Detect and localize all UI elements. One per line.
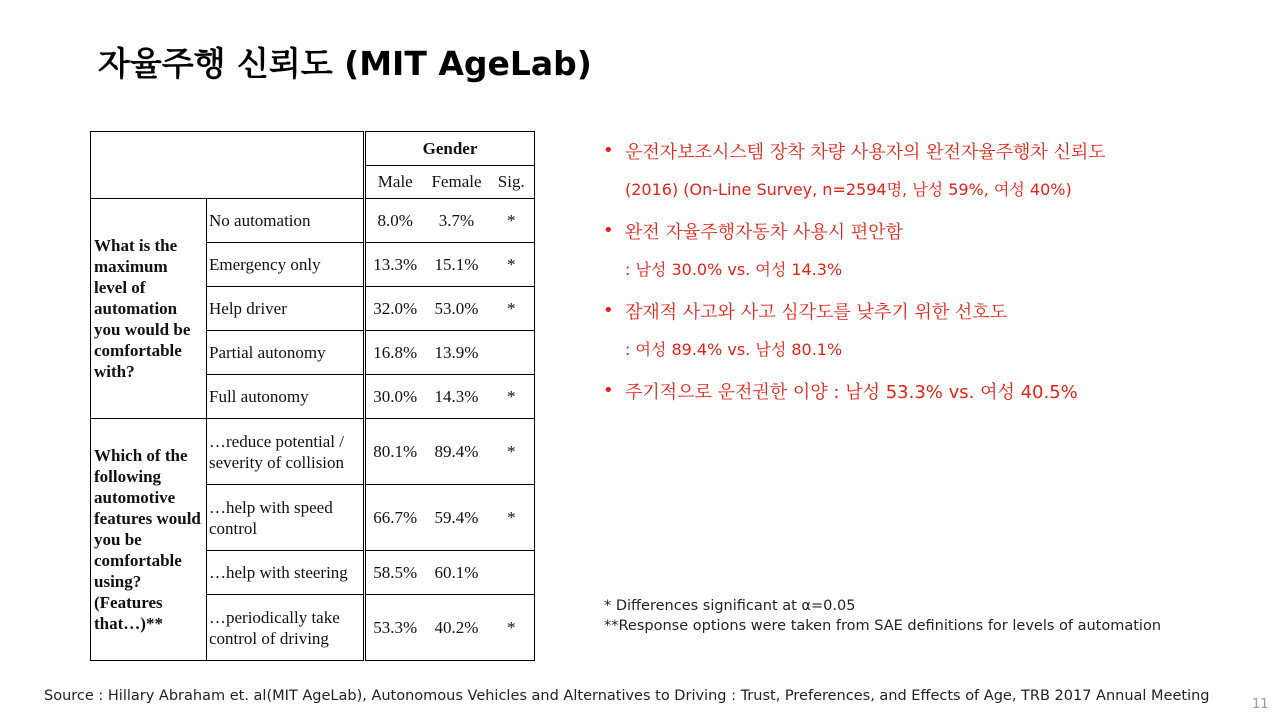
row-label: No automation	[207, 199, 365, 243]
female-column-header: Female	[425, 166, 489, 199]
table-row	[91, 419, 535, 485]
response-options-note: **Response options were taken from SAE definitions for levels of automation	[604, 618, 1162, 634]
bullet-dot-icon: •	[603, 220, 614, 241]
bullet-item	[603, 140, 1243, 202]
male-value: 32.0%	[365, 287, 425, 331]
sig-value: *	[489, 485, 535, 551]
sig-value: *	[489, 243, 535, 287]
row-label: Partial autonomy	[207, 331, 365, 375]
question-automation-level: What is the maximum level of automation you would be comfortable with?	[91, 199, 207, 419]
bullet-subtext: : 남성 30.0% vs. 여성 14.3%	[625, 260, 843, 279]
sig-value: *	[489, 199, 535, 243]
male-value: 30.0%	[365, 375, 425, 419]
female-value: 89.4%	[425, 419, 489, 485]
row-label: …help with steering	[207, 551, 365, 595]
female-value: 60.1%	[425, 551, 489, 595]
table-row	[91, 199, 535, 243]
row-label: …reduce potential / severity of collision	[207, 419, 365, 485]
male-value: 58.5%	[365, 551, 425, 595]
survey-table	[90, 131, 535, 661]
row-label: Emergency only	[207, 243, 365, 287]
bullet-item	[603, 300, 1243, 362]
sig-value: *	[489, 595, 535, 661]
slide-title: 자율주행 신뢰도 (MIT AgeLab)	[98, 44, 592, 83]
bullet-text: 완전 자율주행자동차 사용시 편안함	[625, 222, 903, 243]
bullet-item	[603, 220, 1243, 282]
bullet-dot-icon: •	[603, 140, 614, 161]
sig-value: *	[489, 375, 535, 419]
male-value: 80.1%	[365, 419, 425, 485]
sig-value: *	[489, 287, 535, 331]
male-value: 8.0%	[365, 199, 425, 243]
male-value: 53.3%	[365, 595, 425, 661]
source-citation: Source : Hillary Abraham et. al(MIT AgeLab), Autonomous Vehicles and Alternatives to Driving : Trust, Preferences, and Effects of Age, TRB 2017 Annual Meeting	[44, 688, 1210, 704]
male-value: 13.3%	[365, 243, 425, 287]
row-label: Help driver	[207, 287, 365, 331]
table-corner-cell	[91, 132, 365, 199]
bullet-text: 운전자보조시스템 장착 차량 사용자의 완전자율주행차 신뢰도	[625, 142, 1106, 163]
sig-column-header: Sig.	[489, 166, 535, 199]
male-value: 16.8%	[365, 331, 425, 375]
female-value: 3.7%	[425, 199, 489, 243]
bullet-dot-icon: •	[603, 380, 614, 401]
row-label: …help with speed control	[207, 485, 365, 551]
female-value: 13.9%	[425, 331, 489, 375]
male-column-header: Male	[365, 166, 425, 199]
bullet-dot-icon: •	[603, 300, 614, 321]
bullet-item	[603, 380, 1243, 406]
bullet-text: 주기적으로 운전권한 이양 : 남성 53.3% vs. 여성 40.5%	[625, 382, 1078, 403]
female-value: 15.1%	[425, 243, 489, 287]
page-number: 11	[1252, 697, 1269, 712]
female-value: 40.2%	[425, 595, 489, 661]
female-value: 59.4%	[425, 485, 489, 551]
row-label: …periodically take control of driving	[207, 595, 365, 661]
sig-value: *	[489, 419, 535, 485]
significance-note: * Differences significant at α=0.05	[604, 598, 856, 614]
bullet-text: 잠재적 사고와 사고 심각도를 낮추기 위한 선호도	[625, 302, 1008, 323]
sig-value	[489, 551, 535, 595]
female-value: 53.0%	[425, 287, 489, 331]
sig-value	[489, 331, 535, 375]
female-value: 14.3%	[425, 375, 489, 419]
male-value: 66.7%	[365, 485, 425, 551]
question-automotive-features: Which of the following automotive features would you be comfortable using? (Features that…)**	[91, 419, 207, 661]
bullet-list	[603, 140, 1243, 406]
bullet-subtext: : 여성 89.4% vs. 남성 80.1%	[625, 340, 843, 359]
gender-header: Gender	[365, 132, 535, 166]
bullet-subtext: (2016) (On-Line Survey, n=2594명, 남성 59%, 여성 40%)	[625, 180, 1072, 199]
row-label: Full autonomy	[207, 375, 365, 419]
